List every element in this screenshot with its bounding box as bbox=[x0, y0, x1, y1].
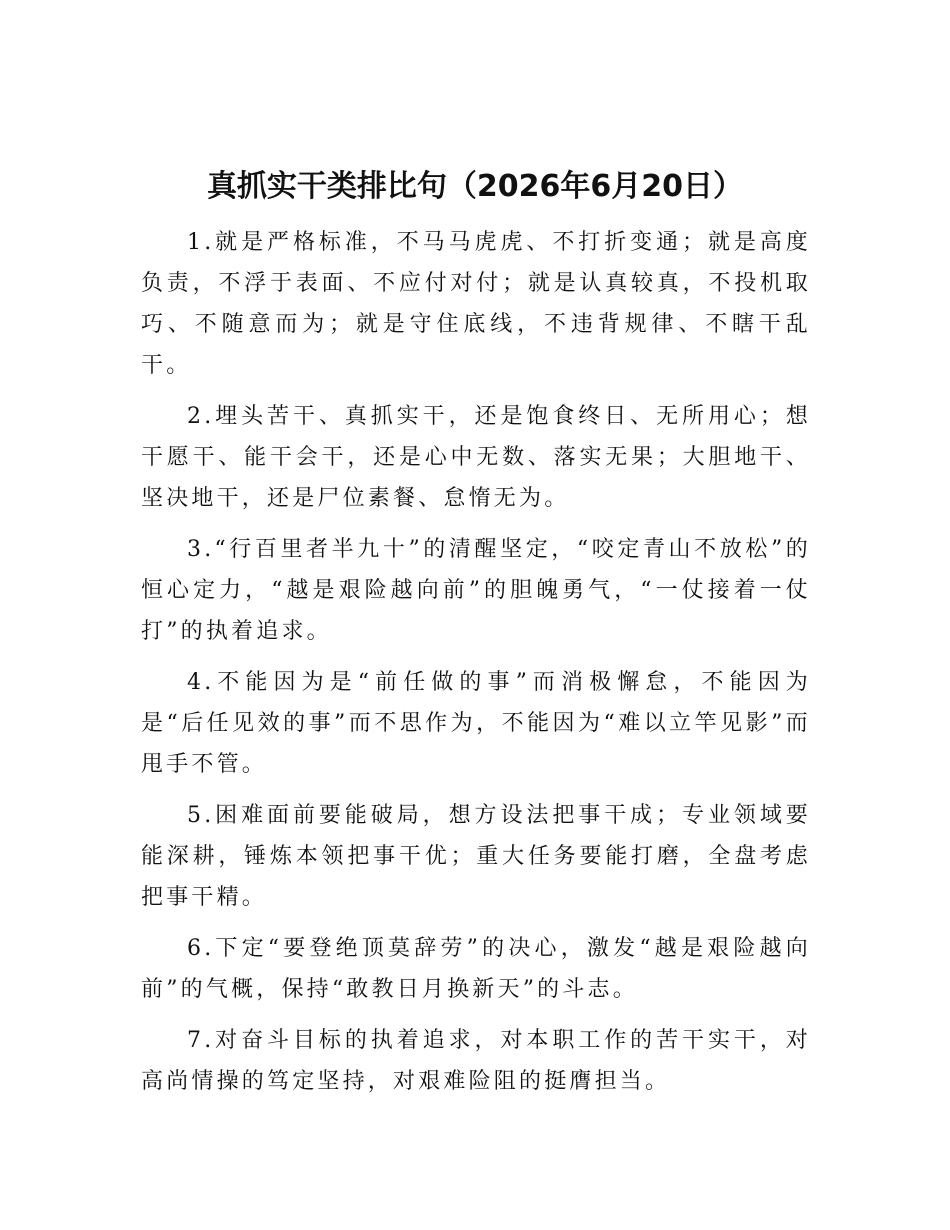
document-title: 真抓实干类排比句（2026年6月20日） bbox=[206, 169, 744, 204]
paragraph-5: 5.困难面前要能破局，想方设法把事干成；专业领域要能深耕，锤炼本领把事干优；重大任务要能打磨，全盘考虑把事干精。 bbox=[141, 803, 811, 910]
paragraph-4: 4.不能因为是“前任做的事”而消极懈怠，不能因为是“后任见效的事”而不思作为，不能因为“难以立竿见影”而甩手不管。 bbox=[141, 670, 811, 777]
paragraph-7: 7.对奋斗目标的执着追求，对本职工作的苦干实干，对高尚情操的笃定坚持，对艰难险阻的挺膺担当。 bbox=[141, 1028, 811, 1094]
paragraph-2: 2.埋头苦干、真抓实干，还是饱食终日、无所用心；想干愿干、能干会干，还是心中无数、落实无果；大胆地干、坚决地干，还是尸位素餐、怠惰无为。 bbox=[141, 404, 811, 511]
paragraph-6: 6.下定“要登绝顶莫辞劳”的决心，激发“越是艰险越向前”的气概，保持“敢教日月换新天”的斗志。 bbox=[141, 936, 811, 1002]
paragraph-1: 1.就是严格标准，不马马虎虎、不打折变通；就是高度负责，不浮于表面、不应付对付；就是认真较真，不投机取巧、不随意而为；就是守住底线，不违背规律、不瞎干乱干。 bbox=[141, 230, 811, 378]
paragraph-3: 3.“行百里者半九十”的清醒坚定，“咬定青山不放松”的恒心定力，“越是艰险越向前”的胆魄勇气，“一仗接着一仗打”的执着追求。 bbox=[141, 537, 811, 644]
document-body bbox=[141, 222, 811, 1112]
